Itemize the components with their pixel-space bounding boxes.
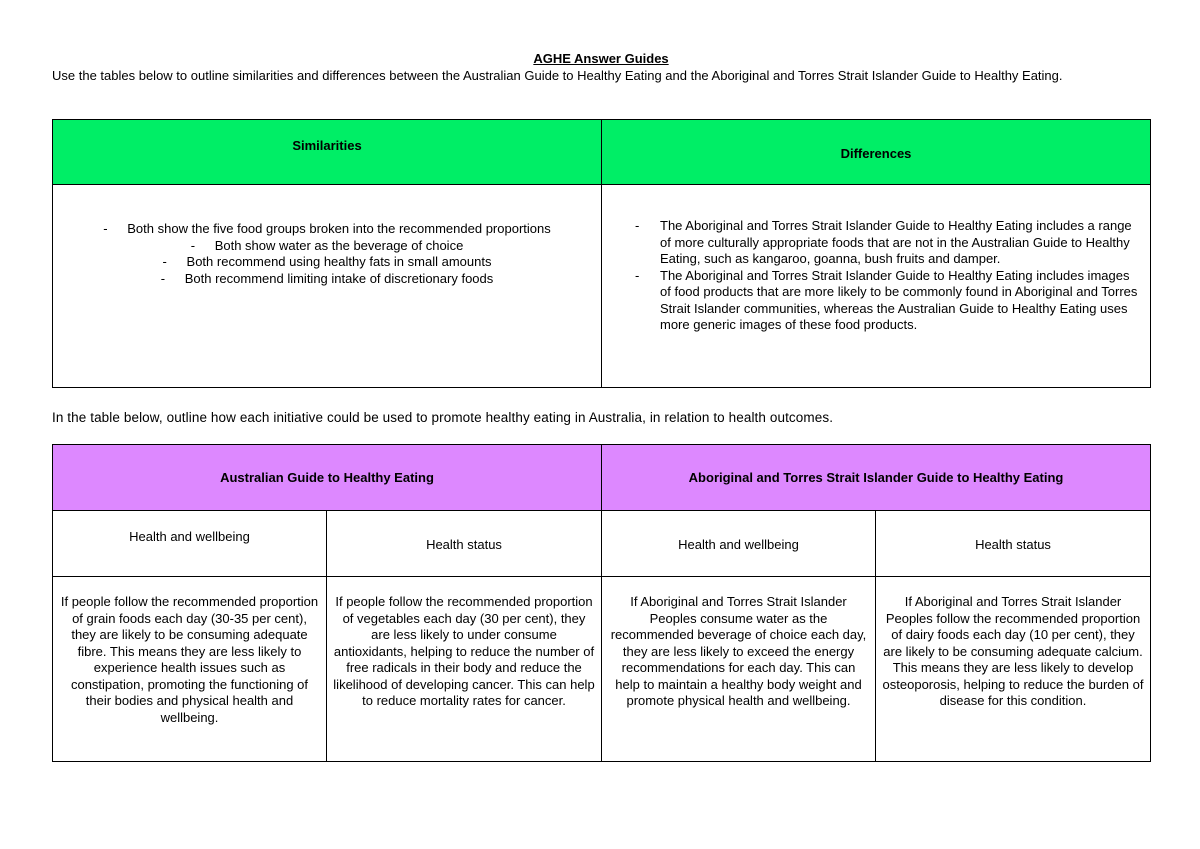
differences-list [602,218,1150,334]
table-cell [53,577,327,762]
mid-instruction: In the table below, outline how each initiative could be used to promote healthy eating in Australia, in relation to health outcomes. [52,410,834,425]
bullet-dash: - [160,270,166,286]
similarity-text: Both show water as the beverage of choice [214,237,464,253]
difference-text: The Aboriginal and Torres Strait Islander Guide to Healthy Eating includes a range of more culturally appropriate foods that are not in the Australian Guide to Healthy Eating, such as kangaroo, goanna, bush fruits and damper. [660,218,1132,266]
list-item [53,271,601,288]
similarities-header-label: Similarities [292,138,362,153]
list-item [53,238,601,255]
intro-text: Use the tables below to outline similarities and differences between the Australian Guide to Healthy Eating and the Aboriginal and Torres Strait Islander Guide to Healthy Eating. [52,68,1063,83]
bullet-dash: - [162,254,167,269]
table-cell [602,577,876,762]
bullet-dash: - [103,221,108,236]
subheader-health-status [876,511,1151,577]
bullet-dash: - [635,218,640,233]
differences-header [602,120,1151,185]
cell-text: If people follow the recommended proportion of vegetables each day (30 per cent), they are less likely to under consume antioxidants, helping to reduce the number of free radicals in their body and reduce the likelihood of developing cancer. This can help to reduce mortality rates for cancer. [333,594,595,708]
similarity-text: Both recommend limiting intake of discretionary foods [184,270,494,286]
bullet-dash: - [635,267,640,283]
table-cell [327,577,602,762]
subheader-health-wellbeing [602,511,876,577]
list-item [53,254,601,271]
difference-text: The Aboriginal and Torres Strait Islander Guide to Healthy Eating includes images of food products that are more likely to be commonly found in Aboriginal and Torres Strait Islander communities, whereas the Australian Guide to Healthy Eating uses more generic images of these food products. [660,267,1138,332]
aghe-group-header: Australian Guide to Healthy Eating [53,445,602,511]
subheader-label: Health status [975,537,1051,552]
similarity-text: Both recommend using healthy fats in small amounts [186,254,492,269]
cell-text: If people follow the recommended proportion of grain foods each day (30-35 per cent), they are likely to be consuming adequate fibre. This means they are less likely to experience health issues such as constipation, promoting the functioning of their bodies and physical health and wellbeing. [60,594,319,725]
similarities-cell [53,185,602,388]
subheader-health-status [327,511,602,577]
bullet-dash: - [190,237,196,253]
initiative-table [52,444,1151,762]
subheader-label: Health and wellbeing [678,537,799,552]
table-cell [876,577,1151,762]
differences-cell [602,185,1151,388]
similarities-header [53,120,602,185]
differences-header-label: Differences [840,146,912,161]
list-item [602,218,1150,268]
similarities-list [53,221,601,287]
list-item [53,221,601,238]
subheader-label: Health status [426,537,502,552]
atsi-group-header: Aboriginal and Torres Strait Islander Guide to Healthy Eating [602,445,1151,511]
comparison-table [52,119,1151,388]
cell-text: If Aboriginal and Torres Strait Islander Peoples follow the recommended proportion of dairy foods each day (10 per cent), they are likely to be consuming adequate calcium. This means they are less likely to develop osteoporosis, helping to reduce the burden of disease for this condition. [882,594,1144,708]
document-title: AGHE Answer Guides [533,51,669,66]
subheader-health-wellbeing [53,511,327,577]
cell-text: If Aboriginal and Torres Strait Islander Peoples consume water as the recommended beverage of choice each day, they are less likely to exceed the energy recommendations for each day. This can help to maintain a healthy body weight and promote physical health and wellbeing. [610,594,867,708]
subheader-label: Health and wellbeing [129,529,250,544]
similarity-text: Both show the five food groups broken into the recommended proportions [127,221,551,236]
list-item [602,268,1150,334]
